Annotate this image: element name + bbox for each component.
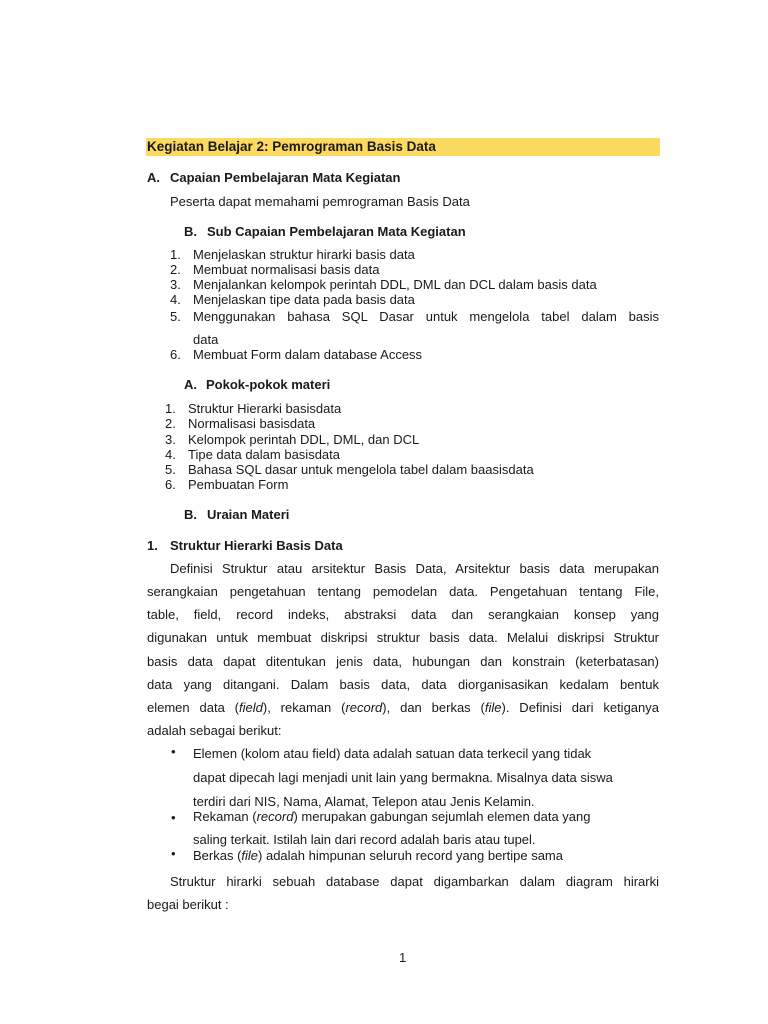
list-item-number: 2.: [165, 416, 176, 431]
uraian-number: B.: [184, 507, 197, 522]
list-item-continuation: data: [193, 332, 219, 347]
paragraph-line: Definisi Struktur atau arsitektur Basis Data, Arsitektur basis data merupakan: [170, 561, 659, 576]
pokok-number: A.: [184, 377, 197, 392]
list-item: Menggunakan bahasa SQL Dasar untuk mengelola tabel dalam basis: [193, 309, 659, 324]
bullet-icon: •: [171, 744, 176, 759]
list-item: Tipe data dalam basisdata: [188, 447, 341, 462]
sub-b-heading: Sub Capaian Pembelajaran Mata Kegiatan: [207, 224, 466, 239]
list-item-number: 4.: [170, 292, 181, 307]
paragraph-line: digunakan untuk membuat diskripsi struktur basis data. Melalui diskripsi Struktur: [147, 630, 659, 645]
list-item: Menjelaskan tipe data pada basis data: [193, 292, 415, 307]
list-item: Pembuatan Form: [188, 477, 289, 492]
paragraph-line: basis data dapat ditentukan jenis data, hubungan dan konstrain (keterbatasan): [147, 654, 659, 669]
page-title: [146, 138, 660, 156]
closing-line: Struktur hirarki sebuah database dapat digambarkan dalam diagram hirarki: [170, 874, 659, 889]
list-item: Membuat Form dalam database Access: [193, 347, 423, 362]
list-item-number: 6.: [165, 477, 176, 492]
list-item-continuation: terdiri dari NIS, Nama, Alamat, Telepon atau Jenis Kelamin.: [193, 794, 535, 809]
list-item: Rekaman (record) merupakan gabungan sejumlah elemen data yang: [193, 809, 591, 824]
paragraph-line: elemen data (field), rekaman (record), dan berkas (file). Definisi dari ketiganya: [147, 700, 659, 715]
section-1-number: 1.: [147, 538, 158, 553]
list-item: Berkas (file) adalah himpunan seluruh record yang bertipe sama: [193, 848, 563, 863]
list-item: Menjelaskan struktur hirarki basis data: [193, 247, 415, 262]
page-title-text: Kegiatan Belajar 2: Pemrograman Basis Data: [147, 139, 436, 154]
list-item-number: 6.: [170, 347, 181, 362]
list-item-number: 3.: [170, 277, 181, 292]
list-item-number: 2.: [170, 262, 181, 277]
sub-b-number: B.: [184, 224, 197, 239]
paragraph-line: data yang ditangani. Dalam basis data, data diorganisasikan kedalam bentuk: [147, 677, 659, 692]
list-item-number: 1.: [170, 247, 181, 262]
paragraph-line: table, field, record indeks, abstraksi data dan serangkaian konsep yang: [147, 607, 659, 622]
list-item: Kelompok perintah DDL, DML, dan DCL: [188, 432, 420, 447]
list-item: Membuat normalisasi basis data: [193, 262, 380, 277]
list-item-number: 4.: [165, 447, 176, 462]
list-item: Bahasa SQL dasar untuk mengelola tabel dalam baasisdata: [188, 462, 534, 477]
list-item: Normalisasi basisdata: [188, 416, 316, 431]
list-item-continuation: saling terkait. Istilah lain dari record adalah baris atau tupel.: [193, 832, 536, 847]
list-item-number: 1.: [165, 401, 176, 416]
bullet-icon: •: [171, 846, 176, 861]
pokok-heading: Pokok-pokok materi: [206, 377, 331, 392]
section-a-heading: Capaian Pembelajaran Mata Kegiatan: [170, 170, 401, 185]
page-number: 1: [399, 950, 407, 965]
list-item-number: 5.: [170, 309, 181, 324]
paragraph-line: serangkaian pengetahuan tentang pemodelan data. Pengetahuan tentang File,: [147, 584, 659, 599]
paragraph-line: adalah sebagai berikut:: [147, 723, 282, 738]
list-item-continuation: dapat dipecah lagi menjadi unit lain yang bermakna. Misalnya data siswa: [193, 770, 613, 785]
section-a-number: A.: [147, 170, 160, 185]
uraian-heading: Uraian Materi: [207, 507, 290, 522]
list-item: Struktur Hierarki basisdata: [188, 401, 342, 416]
list-item: Menjalankan kelompok perintah DDL, DML dan DCL dalam basis data: [193, 277, 597, 292]
section-a-text: Peserta dapat memahami pemrograman Basis Data: [170, 194, 470, 209]
list-item: Elemen (kolom atau field) data adalah satuan data terkecil yang tidak: [193, 746, 592, 761]
list-item-number: 3.: [165, 432, 176, 447]
closing-line: begai berikut :: [147, 897, 229, 912]
bullet-icon: •: [171, 810, 176, 825]
list-item-number: 5.: [165, 462, 176, 477]
section-1-heading: Struktur Hierarki Basis Data: [170, 538, 343, 553]
